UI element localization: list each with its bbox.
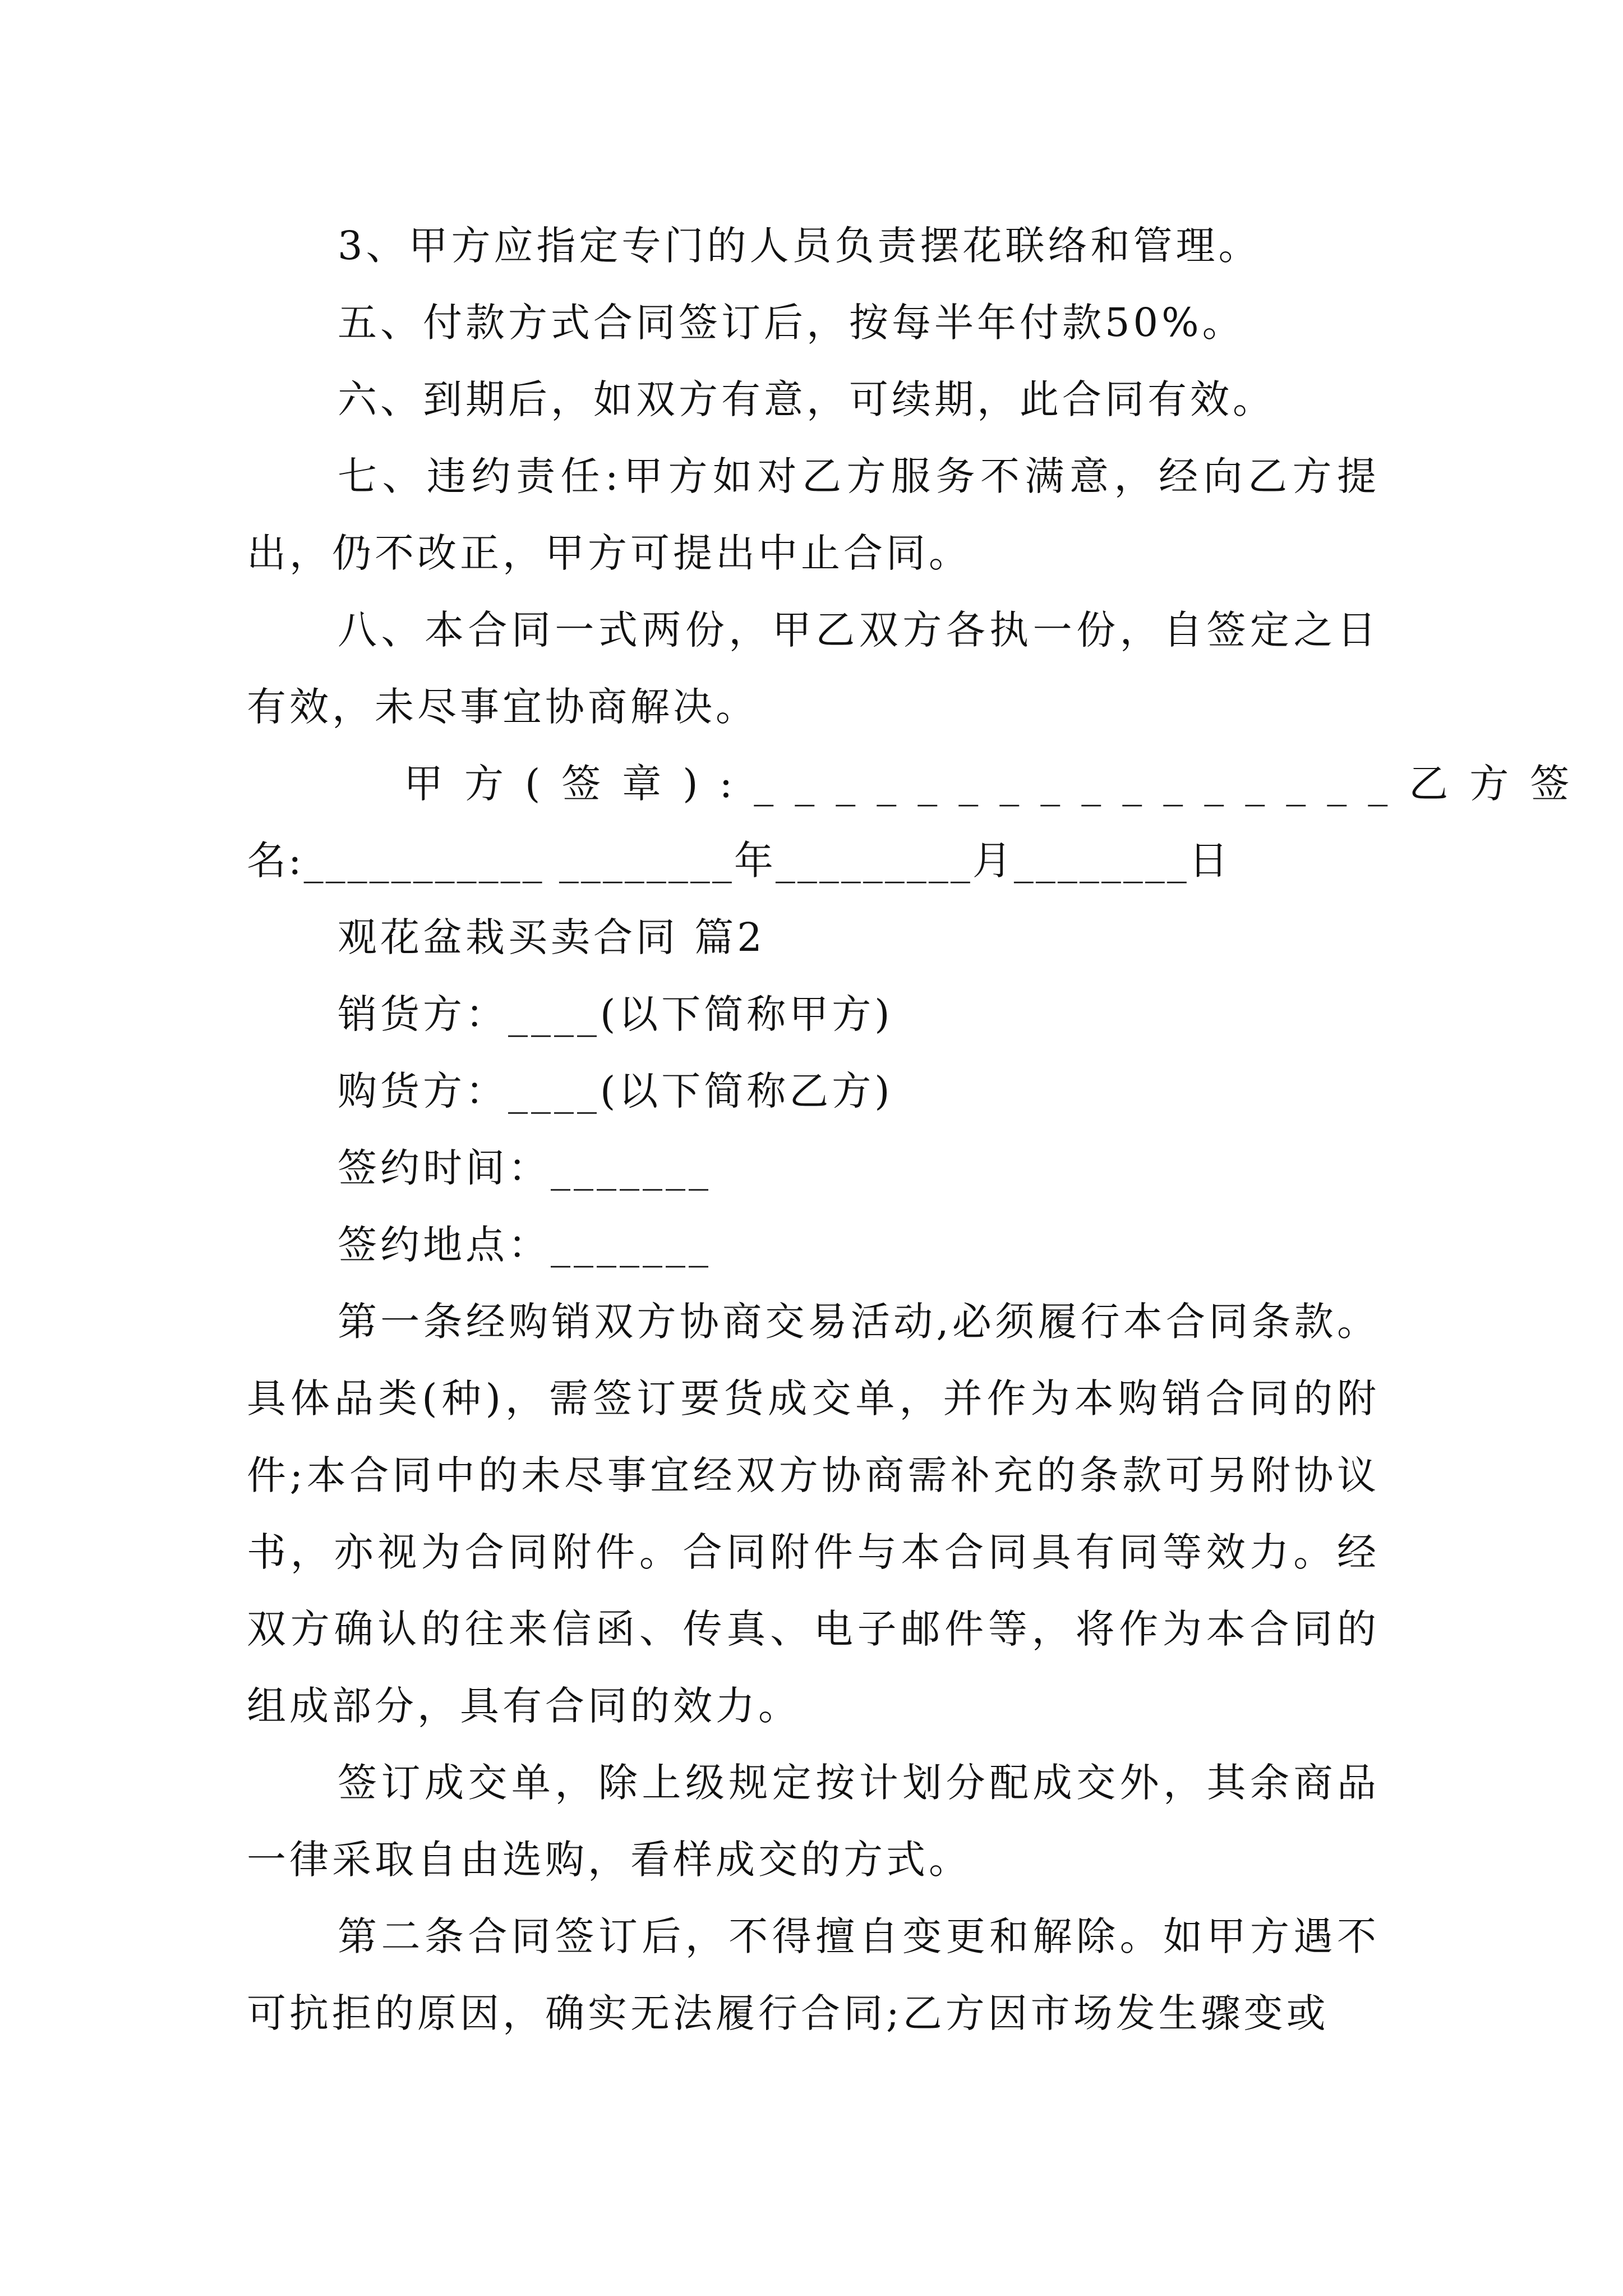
article-1-continued: 签订成交单，除上级规定按计划分配成交外，其余商品一律采取自由选购，看样成交的方式。 — [247, 1760, 1380, 1883]
signature-line-party-a: 甲方(签章):________________乙方签 — [404, 761, 1591, 807]
seller-line: 销货方：____(以下简称甲方) — [338, 991, 893, 1037]
signature-line-date: 名:___________ ________年_________月________日 — [247, 838, 1230, 884]
section-2-title: 观花盆栽买卖合同 篇2 — [338, 914, 766, 960]
article-1: 第一条经购销双方协商交易活动,必须履行本合同条款。具体品类(种)，需签订要货成交单，并作为本购销合同的附件;本合同中的未尽事宜经双方协商需补充的条款可另附协议书，亦视为合同附件。合同附件与本合同具有同等效力。经双方确认的往来信函、传真、电子邮件等，将作为本合同的组成部分，具有合同的效力。 — [247, 1299, 1380, 1729]
clause-breach-liability: 七、违约责任:甲方如对乙方服务不满意，经向乙方提出，仍不改正，甲方可提出中止合同。 — [247, 453, 1380, 576]
buyer-line: 购货方：____(以下简称乙方) — [338, 1068, 893, 1114]
sign-time-line: 签约时间：_______ — [338, 1145, 712, 1191]
clause-renewal: 六、到期后，如双方有意，可续期，此合同有效。 — [338, 376, 1275, 422]
clause-3-responsibility: 3、甲方应指定专门的人员负责摆花联络和管理。 — [338, 223, 1261, 269]
clause-copies: 八、本合同一式两份，甲乙双方各执一份，自签定之日有效，未尽事宜协商解决。 — [247, 607, 1380, 730]
document-body — [247, 208, 1591, 2052]
article-2: 第二条合同签订后，不得擅自变更和解除。如甲方遇不可抗拒的原因，确实无法履行合同;乙方因市场发生骤变或 — [247, 1913, 1380, 2036]
clause-payment-method: 五、付款方式合同签订后，按每半年付款50%。 — [338, 300, 1245, 346]
sign-place-line: 签约地点：_______ — [338, 1222, 712, 1268]
